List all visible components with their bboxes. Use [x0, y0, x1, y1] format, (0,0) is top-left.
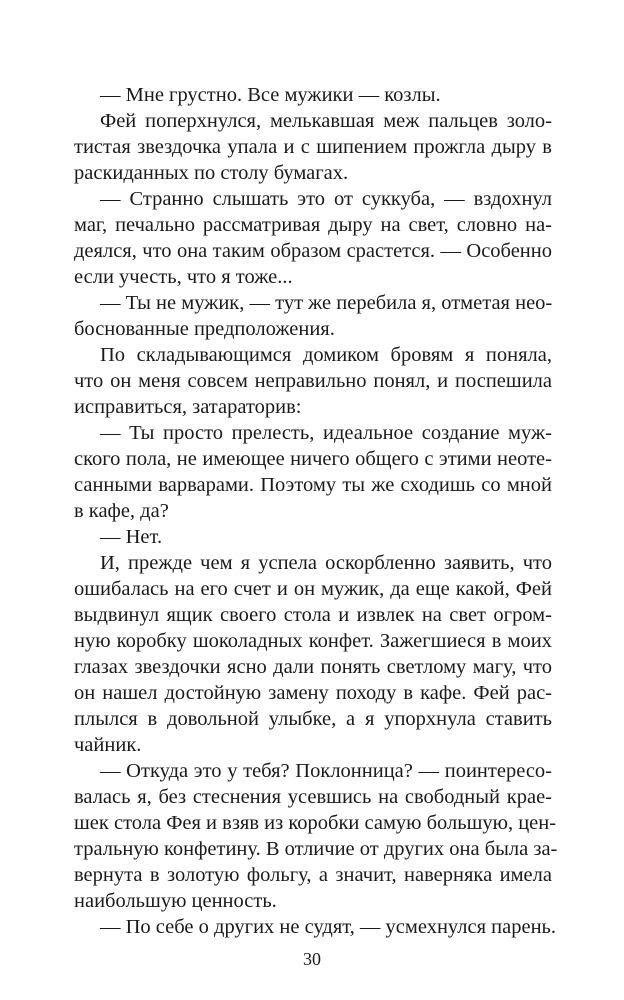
- text-line: шек стола Фея и взяв из коробки самую большую, цен-: [74, 812, 557, 834]
- text-line: маг, печально рассматривая дыру на свет, словно на-: [74, 214, 552, 236]
- page-number: 30: [303, 949, 321, 969]
- text-line: И, прежде чем я успела оскорбленно заявить, что: [100, 552, 552, 574]
- text-line: он нашел достойную замену походу в кафе. Фей рас-: [74, 682, 552, 704]
- text-line: исправиться, затараторив:: [74, 396, 302, 418]
- text-line: — Странно слышать это от суккуба, — вздохнул: [100, 188, 552, 210]
- text-line: — Ты просто прелесть, идеальное создание муж-: [100, 422, 552, 444]
- text-line: — Мне грустно. Все мужики — козлы.: [100, 84, 441, 106]
- text-line: тральную конфетину. В отличие от других она была за-: [74, 838, 558, 860]
- text-line: выдвинул ящик своего стола и извлек на свет огром-: [74, 604, 552, 626]
- text-line: чайник.: [74, 734, 142, 756]
- text-line: наибольшую ценность.: [74, 890, 277, 912]
- text-line: тистая звездочка упала и с шипением прожгла дыру в: [74, 136, 552, 158]
- text-line: вернута в золотую фольгу, а значит, наверняка имела: [74, 864, 552, 886]
- text-line: — По себе о других не судят, — усмехнулся парень.: [100, 916, 557, 938]
- text-line: боснованные предположения.: [74, 318, 335, 340]
- text-line: Фей поперхнулся, мелькавшая меж пальцев золо-: [100, 110, 552, 132]
- text-line: санными варварами. Поэтому ты же сходишь со мной: [74, 474, 552, 496]
- text-line: валась я, без стеснения усевшись на свободный крае-: [74, 786, 552, 808]
- text-line: деялся, что она таким образом срастется. — Особенно: [74, 240, 552, 262]
- text-line: — Нет.: [100, 526, 163, 548]
- text-line: ошибалась на его счет и он мужик, да еще какой, Фей: [74, 578, 552, 600]
- text-line: — Ты не мужик, — тут же перебила я, отметая нео-: [100, 292, 553, 314]
- text-line: раскиданных по столу бумагах.: [74, 162, 349, 184]
- text-line: ского пола, не имеющее ничего общего с этими неоте-: [74, 448, 552, 470]
- text-line: если учесть, что я тоже...: [74, 266, 293, 288]
- text-line: что он меня совсем неправильно понял, и поспешила: [74, 370, 552, 392]
- text-line: глазах звездочки ясно дали понять светлому магу, что: [74, 656, 552, 678]
- text-line: ную коробку шоколадных конфет. Зажегшиеся в моих: [74, 630, 552, 652]
- text-line: в кафе, да?: [74, 500, 169, 522]
- text-line: плылся в довольной улыбке, а я упорхнула ставить: [74, 708, 552, 730]
- text-line: — Откуда это у тебя? Поклонница? — поинтересо-: [100, 760, 552, 782]
- text-line: По складывающимся домиком бровям я поняла,: [100, 344, 552, 366]
